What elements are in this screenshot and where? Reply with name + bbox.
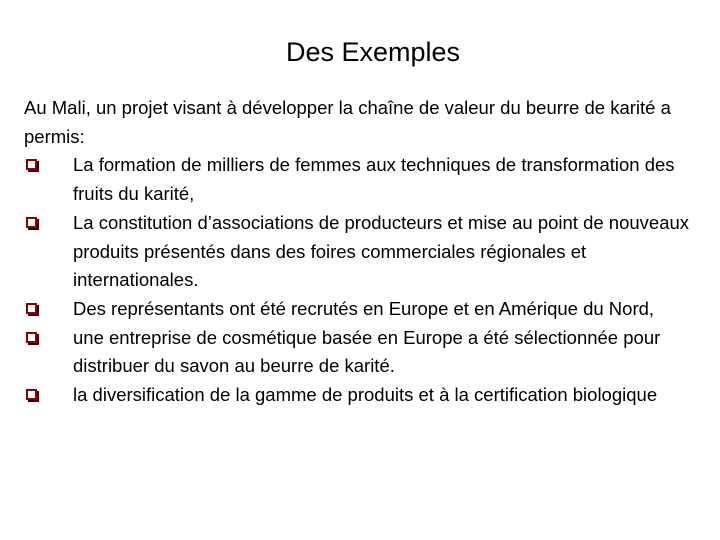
bullet-text: Des représentants ont été recrutés en Europe et en Amérique du Nord,: [73, 297, 655, 319]
bullet-text: une entreprise de cosmétique basée en Europe a été sélectionnée pour distribuer du savon au beurre de karité.: [73, 326, 661, 377]
slide-content: [24, 94, 704, 410]
bullet-text: La formation de milliers de femmes aux techniques de transformation des fruits du karité,: [73, 154, 675, 205]
bullet-item-3: [24, 295, 704, 324]
checkbox-square-bullet-icon: [26, 159, 37, 170]
checkbox-square-bullet-icon: [26, 389, 37, 400]
bullet-item-1: [24, 151, 704, 208]
bullet-list: [24, 151, 704, 409]
bullet-text: La constitution d’associations de producteurs et mise au point de nouveaux produits présentés dans des foires commerciales régionales et internationales.: [73, 211, 690, 291]
bullet-item-2: [24, 209, 704, 295]
slide-title: Des Exemples: [285, 37, 461, 67]
bullet-text: la diversification de la gamme de produits et à la certification biologique: [73, 384, 658, 406]
checkbox-square-bullet-icon: [26, 303, 37, 314]
bullet-item-4: [24, 324, 704, 381]
checkbox-square-bullet-icon: [26, 217, 37, 228]
bullet-item-5: [24, 381, 704, 410]
checkbox-square-bullet-icon: [26, 332, 37, 343]
intro-paragraph: Au Mali, un projet visant à développer la chaîne de valeur du beurre de karité a permis:: [24, 97, 671, 147]
